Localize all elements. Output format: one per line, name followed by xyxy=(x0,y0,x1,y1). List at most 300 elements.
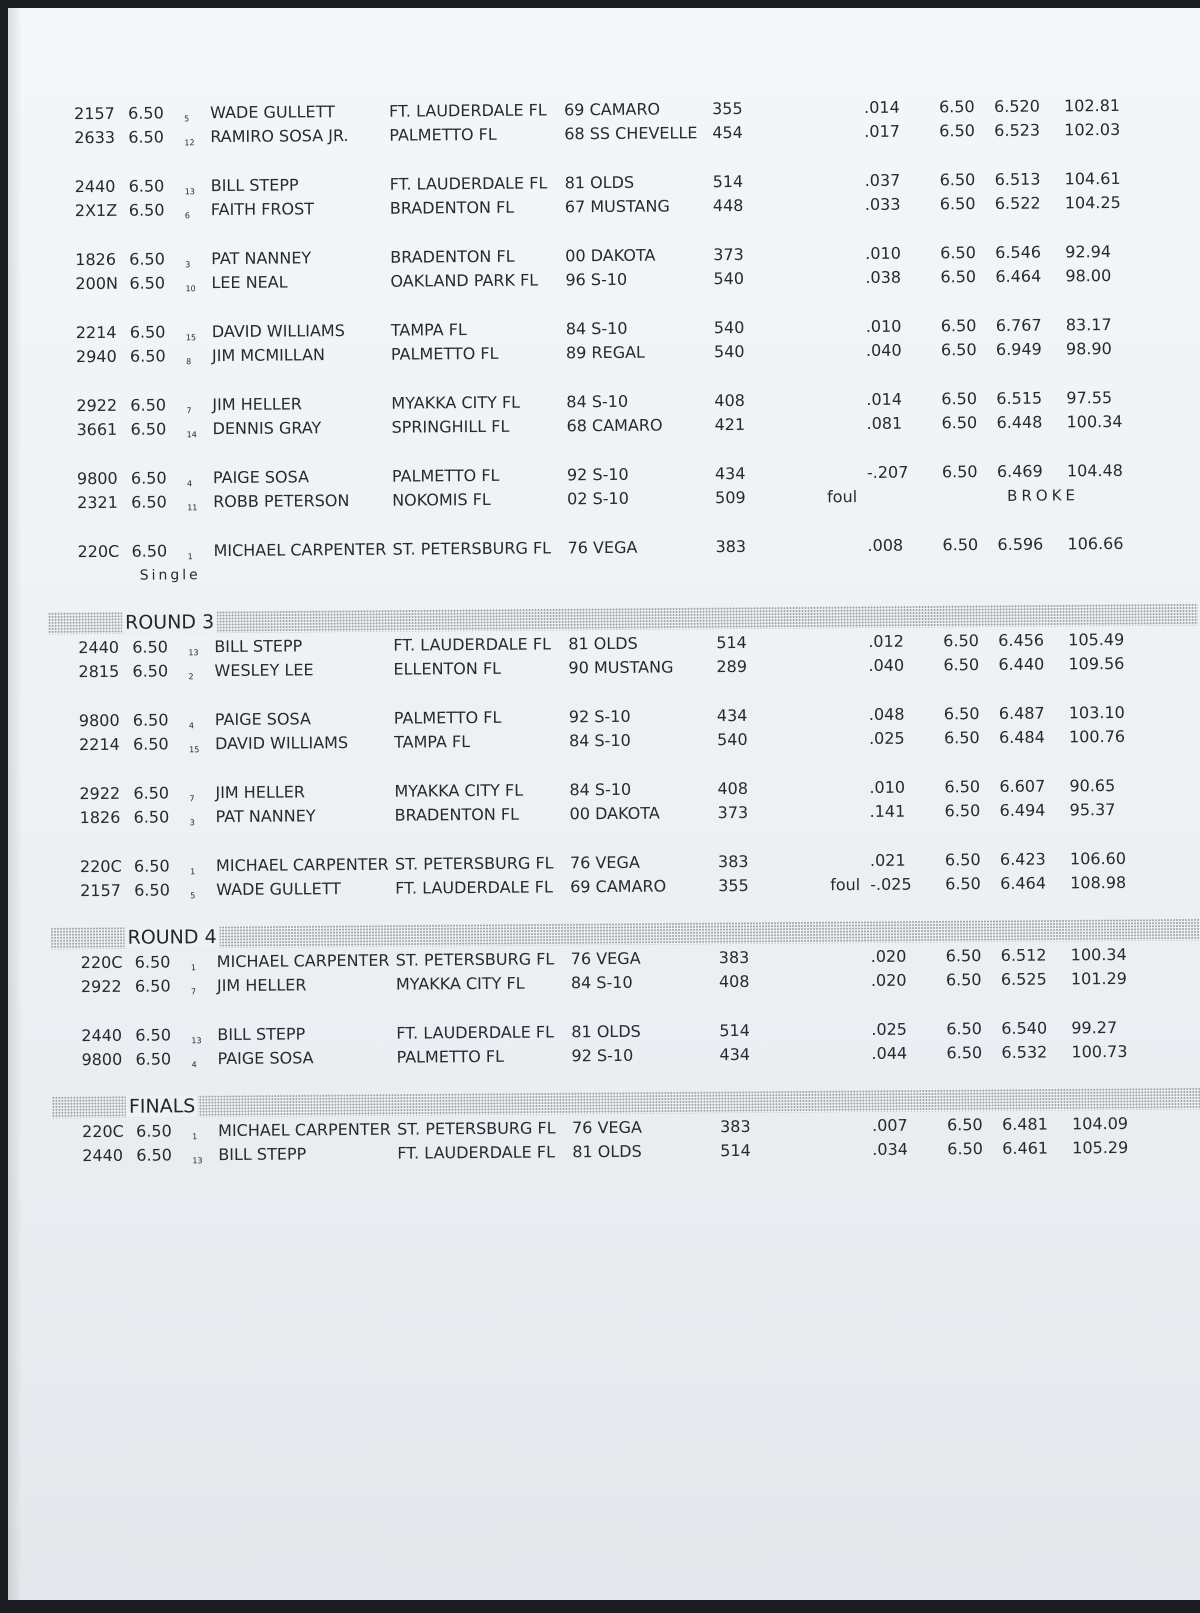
speed-mph: 108.98 xyxy=(1070,872,1127,893)
driver-name: MICHAEL CARPENTER xyxy=(213,539,387,561)
index-value: 6.50 xyxy=(133,807,170,827)
driver-name: MICHAEL CARPENTER xyxy=(216,950,390,972)
engine-size: 421 xyxy=(714,414,746,435)
hometown: ST. PETERSBURG FL xyxy=(397,1118,556,1139)
reaction-time: .033 xyxy=(864,194,901,214)
dial-in: 6.50 xyxy=(939,194,976,214)
engine-size: 355 xyxy=(712,98,743,119)
dial-in: 6.50 xyxy=(945,946,982,966)
speed-mph: 97.55 xyxy=(1066,388,1113,408)
dial-in: 6.50 xyxy=(941,389,978,409)
driver-name: WESLEY LEE xyxy=(214,660,314,681)
speed-mph: 92.94 xyxy=(1065,242,1112,262)
driver-name: MICHAEL CARPENTER xyxy=(218,1119,391,1141)
hometown: FT. LAUDERDALE FL xyxy=(395,877,553,898)
qualifying-position: 3 xyxy=(189,818,195,828)
qualifying-position: 5 xyxy=(184,114,190,124)
qualifying-position: 2 xyxy=(188,672,194,682)
hometown: FT. LAUDERDALE FL xyxy=(389,173,548,194)
engine-size: 540 xyxy=(716,729,748,750)
elapsed-time: 6.481 xyxy=(1001,1114,1048,1134)
vehicle: 81 OLDS xyxy=(564,172,635,193)
reaction-time: .020 xyxy=(870,946,907,966)
qualifying-position: 12 xyxy=(184,138,195,148)
reaction-time: .008 xyxy=(867,535,904,555)
vehicle: 81 OLDS xyxy=(572,1141,642,1162)
qualifying-position: 14 xyxy=(186,430,197,440)
speed-mph: 106.60 xyxy=(1069,848,1127,869)
index-value: 6.50 xyxy=(132,661,169,681)
car-number: 2922 xyxy=(80,976,122,997)
engine-size: 514 xyxy=(719,1020,750,1041)
qualifying-position: 13 xyxy=(191,1036,202,1046)
driver-name: DAVID WILLIAMS xyxy=(211,321,345,342)
engine-size: 408 xyxy=(714,390,745,411)
engine-size: 383 xyxy=(717,851,749,872)
speed-mph: 98.90 xyxy=(1065,339,1112,359)
engine-size: 408 xyxy=(718,971,750,992)
dial-in: 6.50 xyxy=(940,267,977,287)
index-value: 6.50 xyxy=(132,710,169,730)
foul-note: foul xyxy=(827,487,858,507)
car-number: 9800 xyxy=(76,468,118,489)
driver-name: FAITH FROST xyxy=(210,199,315,220)
speed-mph: 101.29 xyxy=(1070,968,1127,989)
index-value: 6.50 xyxy=(132,637,168,657)
driver-name: PAT NANNEY xyxy=(215,806,316,827)
driver-name: MICHAEL CARPENTER xyxy=(215,854,389,876)
elapsed-time: 6.546 xyxy=(995,242,1042,262)
speed-mph: 100.76 xyxy=(1068,726,1126,747)
vehicle: 76 VEGA xyxy=(572,1117,642,1138)
index-value: 6.50 xyxy=(135,1049,172,1069)
speed-mph: 99.27 xyxy=(1071,1018,1118,1038)
car-number: 2922 xyxy=(76,395,118,416)
dial-in: 6.50 xyxy=(943,704,980,724)
speed-mph: 105.29 xyxy=(1072,1137,1129,1158)
car-number: 220C xyxy=(77,541,120,562)
driver-name: BILL STEPP xyxy=(214,636,303,657)
car-number: 2815 xyxy=(78,661,120,682)
car-number: 2214 xyxy=(78,734,120,755)
hometown: TAMPA FL xyxy=(390,320,467,340)
reaction-time: .017 xyxy=(864,121,900,141)
hometown: PALMETTO FL xyxy=(396,1046,505,1067)
driver-name: PAIGE SOSA xyxy=(212,467,310,488)
qualifying-position: 5 xyxy=(190,891,196,901)
speed-mph: 109.56 xyxy=(1068,653,1125,674)
hometown: FT. LAUDERDALE FL xyxy=(397,1142,556,1163)
vehicle: 84 S-10 xyxy=(568,730,631,751)
reaction-time: .038 xyxy=(865,267,902,287)
hometown: ELLENTON FL xyxy=(393,658,502,679)
qualifying-position: 3 xyxy=(185,260,191,270)
car-number: 220C xyxy=(80,952,123,973)
vehicle: 92 S-10 xyxy=(571,1045,634,1066)
hometown: PALMETTO FL xyxy=(389,124,497,145)
qualifying-position: 8 xyxy=(186,357,192,367)
qualifying-position: 4 xyxy=(188,721,195,731)
dial-in: 6.50 xyxy=(938,97,975,117)
engine-size: 509 xyxy=(715,487,746,508)
reaction-time: .010 xyxy=(865,243,901,263)
vehicle: 84 S-10 xyxy=(569,779,632,800)
engine-size: 289 xyxy=(716,656,748,677)
elapsed-time: 6.596 xyxy=(997,534,1044,554)
elapsed-time: 6.484 xyxy=(998,727,1045,747)
reaction-time: .014 xyxy=(864,97,900,117)
car-number: 2X1Z xyxy=(74,200,118,221)
dial-in: 6.50 xyxy=(944,777,981,797)
reaction-time: .025 xyxy=(868,728,905,748)
dial-in: 6.50 xyxy=(941,413,978,433)
driver-name: DAVID WILLIAMS xyxy=(214,733,349,754)
vehicle: 84 S-10 xyxy=(565,318,628,339)
engine-size: 514 xyxy=(716,632,747,653)
round-title: ROUND 4 xyxy=(124,926,219,949)
index-value: 6.50 xyxy=(133,783,170,803)
engine-size: 383 xyxy=(720,1116,751,1137)
qualifying-position: 15 xyxy=(189,745,200,755)
car-number: 3661 xyxy=(76,419,118,440)
speed-mph: 95.37 xyxy=(1069,800,1116,820)
dial-in: 6.50 xyxy=(946,1019,983,1039)
index-value: 6.50 xyxy=(130,395,167,415)
dial-in: 6.50 xyxy=(947,1139,983,1159)
dial-in: 6.50 xyxy=(944,850,981,870)
hometown: TAMPA FL xyxy=(393,732,471,752)
speed-mph: 104.61 xyxy=(1064,168,1121,189)
elapsed-time: 6.532 xyxy=(1001,1042,1048,1062)
driver-name: RAMIRO SOSA JR. xyxy=(210,126,349,147)
car-number: 9800 xyxy=(81,1049,123,1070)
index-value: 6.50 xyxy=(128,103,164,123)
speed-mph: 104.09 xyxy=(1071,1113,1129,1134)
hometown: PALMETTO FL xyxy=(390,343,499,364)
qualifying-position: 1 xyxy=(187,552,193,562)
driver-name: JIM MCMILLAN xyxy=(211,345,326,366)
dial-in: 6.50 xyxy=(941,462,978,482)
hometown: PALMETTO FL xyxy=(393,707,502,728)
driver-name: ROBB PETERSON xyxy=(213,491,350,512)
driver-name: PAT NANNEY xyxy=(211,248,312,269)
engine-size: 434 xyxy=(719,1044,751,1065)
vehicle: 92 S-10 xyxy=(568,706,631,727)
result-row xyxy=(7,533,1200,566)
index-value: 6.50 xyxy=(136,1145,172,1165)
car-number: 2440 xyxy=(74,176,116,197)
car-number: 9800 xyxy=(78,710,120,731)
index-value: 6.50 xyxy=(128,127,164,147)
dial-in: 6.50 xyxy=(945,874,981,894)
results-sheet xyxy=(8,8,1200,1600)
car-number: 1826 xyxy=(75,249,117,270)
index-value: 6.50 xyxy=(128,176,165,196)
qualifying-position: 4 xyxy=(191,1060,197,1070)
dial-in: 6.50 xyxy=(939,121,975,141)
vehicle: 68 SS CHEVELLE xyxy=(564,123,698,144)
index-value: 6.50 xyxy=(129,273,166,293)
dial-in: 6.50 xyxy=(943,728,980,748)
vehicle: 90 MUSTANG xyxy=(568,657,674,678)
qualifying-position: 13 xyxy=(192,1156,203,1166)
car-number: 220C xyxy=(79,856,122,877)
car-number: 200N xyxy=(75,273,119,294)
reaction-time: .014 xyxy=(866,389,903,409)
vehicle: 68 CAMARO xyxy=(566,415,663,436)
hometown: OAKLAND PARK FL xyxy=(390,270,539,291)
engine-size: 514 xyxy=(712,171,744,192)
engine-size: 355 xyxy=(718,875,749,896)
dial-in: 6.50 xyxy=(945,970,982,990)
reaction-time: -.207 xyxy=(866,462,909,482)
elapsed-time: 6.464 xyxy=(995,266,1042,286)
reaction-time: .040 xyxy=(865,340,902,360)
elapsed-time: 6.440 xyxy=(998,654,1045,674)
elapsed-time: 6.423 xyxy=(999,849,1046,869)
index-value: 6.50 xyxy=(129,249,165,269)
car-number: 1826 xyxy=(79,807,121,828)
elapsed-time: 6.522 xyxy=(994,193,1041,213)
elapsed-time: 6.487 xyxy=(998,703,1045,723)
hometown: MYAKKA CITY FL xyxy=(391,392,521,413)
engine-size: 540 xyxy=(713,317,745,338)
car-number: 2157 xyxy=(80,880,121,901)
hometown: ST. PETERSBURG FL xyxy=(394,853,554,874)
index-value: 6.50 xyxy=(134,880,170,900)
reaction-time: .037 xyxy=(864,170,901,190)
car-number: 2440 xyxy=(81,1025,123,1046)
elapsed-time: 6.540 xyxy=(1001,1018,1048,1038)
reaction-time: .044 xyxy=(871,1043,908,1063)
engine-size: 408 xyxy=(717,778,749,799)
speed-mph: 100.34 xyxy=(1070,944,1127,965)
dial-in: 6.50 xyxy=(939,170,976,190)
qualifying-position: 7 xyxy=(189,794,195,804)
qualifying-position: 7 xyxy=(186,406,192,416)
engine-size: 373 xyxy=(717,802,749,823)
reaction-time: .010 xyxy=(869,777,906,797)
elapsed-time: 6.949 xyxy=(995,339,1042,359)
driver-name: JIM HELLER xyxy=(215,782,306,803)
dial-in: 6.50 xyxy=(946,1043,983,1063)
hometown: ST. PETERSBURG FL xyxy=(395,949,555,970)
elapsed-time: 6.494 xyxy=(999,800,1046,820)
index-value: 6.50 xyxy=(130,468,167,488)
vehicle: 81 OLDS xyxy=(571,1021,641,1042)
car-number: 2922 xyxy=(79,783,121,804)
index-value: 6.50 xyxy=(129,346,166,366)
speed-mph: 83.17 xyxy=(1065,315,1112,335)
elapsed-time: 6.513 xyxy=(994,169,1041,189)
hometown: FT. LAUDERDALE FL xyxy=(389,100,547,121)
reaction-time: .007 xyxy=(871,1115,908,1135)
vehicle: 84 S-10 xyxy=(566,391,629,412)
car-number: 2940 xyxy=(75,346,117,367)
elapsed-time: 6.469 xyxy=(996,461,1043,481)
engine-size: 540 xyxy=(713,341,745,362)
hometown: NOKOMIS FL xyxy=(392,489,491,510)
index-value: 6.50 xyxy=(131,492,167,512)
reaction-time: -.025 xyxy=(870,874,912,894)
qualifying-position: 6 xyxy=(184,211,191,221)
hometown: BRADENTON FL xyxy=(394,804,520,825)
driver-name: BILL STEPP xyxy=(210,175,299,196)
speed-mph: 103.10 xyxy=(1068,702,1125,723)
speed-mph: 100.73 xyxy=(1071,1041,1128,1062)
dial-in: 6.50 xyxy=(940,243,976,263)
driver-name: BILL STEPP xyxy=(218,1144,307,1165)
hometown: FT. LAUDERDALE FL xyxy=(393,634,552,655)
elapsed-time: 6.464 xyxy=(1000,873,1047,893)
elapsed-time: 6.523 xyxy=(994,120,1041,140)
hometown: BRADENTON FL xyxy=(389,197,515,218)
engine-size: 514 xyxy=(720,1140,751,1161)
qualifying-position: 11 xyxy=(187,503,198,513)
dial-in: 6.50 xyxy=(943,655,980,675)
dial-in: 6.50 xyxy=(946,1115,983,1135)
qualifying-position: 13 xyxy=(188,648,199,658)
round-title: ROUND 3 xyxy=(122,611,217,634)
car-number: 2440 xyxy=(78,637,120,658)
qualifying-position: 1 xyxy=(192,1132,198,1142)
index-value: 6.50 xyxy=(134,952,171,972)
engine-size: 383 xyxy=(715,536,747,557)
driver-name: PAIGE SOSA xyxy=(217,1048,314,1069)
engine-size: 454 xyxy=(712,122,743,143)
vehicle: 00 DAKOTA xyxy=(565,245,656,266)
elapsed-time: 6.515 xyxy=(996,388,1043,408)
index-value: 6.50 xyxy=(133,856,170,876)
elapsed-time: 6.456 xyxy=(998,630,1045,650)
elapsed-time: 6.448 xyxy=(996,412,1043,432)
foul-note: foul xyxy=(830,875,861,895)
vehicle: 76 VEGA xyxy=(569,852,640,873)
elapsed-time: 6.525 xyxy=(1000,969,1047,989)
vehicle: 81 OLDS xyxy=(568,633,638,654)
index-value: 6.50 xyxy=(129,322,166,342)
dial-in: 6.50 xyxy=(944,801,981,821)
index-value: 6.50 xyxy=(136,1121,172,1141)
qualifying-position: 1 xyxy=(190,963,196,973)
vehicle: 02 S-10 xyxy=(567,488,629,509)
engine-size: 540 xyxy=(713,268,745,289)
qualifying-position: 10 xyxy=(185,284,196,294)
reaction-time: .081 xyxy=(866,413,903,433)
vehicle: 69 CAMARO xyxy=(570,876,667,897)
results-table xyxy=(3,3,1200,1612)
driver-name: JIM HELLER xyxy=(216,975,307,996)
car-number: 2157 xyxy=(74,103,115,124)
speed-mph: 100.34 xyxy=(1066,411,1123,432)
engine-size: 434 xyxy=(716,705,748,726)
reaction-time: .141 xyxy=(869,801,906,821)
reaction-time: .025 xyxy=(871,1019,908,1039)
engine-size: 373 xyxy=(713,244,744,265)
elapsed-time: 6.512 xyxy=(1000,945,1047,965)
status-broke: BROKE xyxy=(1007,486,1080,505)
elapsed-time: 6.520 xyxy=(993,96,1040,116)
vehicle: 76 VEGA xyxy=(570,948,641,969)
dial-in: 6.50 xyxy=(942,535,979,555)
dial-in: 6.50 xyxy=(943,631,979,651)
engine-size: 383 xyxy=(718,947,750,968)
index-value: 6.50 xyxy=(128,200,165,220)
elapsed-time: 6.767 xyxy=(995,315,1042,335)
hometown: PALMETTO FL xyxy=(391,465,500,486)
engine-size: 448 xyxy=(712,195,744,216)
car-number: 220C xyxy=(82,1121,124,1142)
speed-mph: 104.48 xyxy=(1066,460,1123,481)
reaction-time: .034 xyxy=(872,1139,908,1159)
driver-name: WADE GULLETT xyxy=(216,879,341,900)
reaction-time: .010 xyxy=(865,316,902,336)
qualifying-position: 4 xyxy=(186,479,193,489)
driver-name: PAIGE SOSA xyxy=(214,709,311,730)
engine-size: 434 xyxy=(714,463,746,484)
car-number: 2440 xyxy=(82,1145,124,1166)
car-number: 2214 xyxy=(75,322,117,343)
speed-mph: 105.49 xyxy=(1068,629,1125,650)
driver-name: BILL STEPP xyxy=(217,1024,306,1045)
reaction-time: .040 xyxy=(868,655,905,675)
driver-name: DENNIS GRAY xyxy=(212,418,322,439)
speed-mph: 90.65 xyxy=(1069,776,1116,796)
vehicle: 76 VEGA xyxy=(567,537,638,558)
vehicle: 00 DAKOTA xyxy=(569,803,660,824)
qualifying-position: 7 xyxy=(190,987,197,997)
speed-mph: 102.81 xyxy=(1063,95,1121,116)
index-value: 6.50 xyxy=(132,734,169,754)
index-value: 6.50 xyxy=(130,419,167,439)
hometown: ST. PETERSBURG FL xyxy=(392,538,552,559)
speed-mph: 98.00 xyxy=(1065,266,1112,286)
vehicle: 69 CAMARO xyxy=(564,99,661,120)
hometown: MYAKKA CITY FL xyxy=(394,780,524,801)
vehicle: 67 MUSTANG xyxy=(564,196,670,217)
driver-name: JIM HELLER xyxy=(212,394,302,415)
index-value: 6.50 xyxy=(135,1025,172,1045)
vehicle: 89 REGAL xyxy=(565,342,646,363)
speed-mph: 102.03 xyxy=(1064,119,1121,140)
qualifying-position: 13 xyxy=(184,187,195,197)
qualifying-position: 15 xyxy=(185,333,197,343)
elapsed-time: 6.461 xyxy=(1002,1138,1049,1158)
vehicle: 96 S-10 xyxy=(565,269,628,290)
vehicle: 92 S-10 xyxy=(566,464,629,485)
round-title: FINALS xyxy=(126,1095,199,1118)
hometown: BRADENTON FL xyxy=(390,246,515,267)
reaction-time: .012 xyxy=(868,631,904,651)
index-value: 6.50 xyxy=(134,976,171,996)
driver-name: WADE GULLETT xyxy=(210,102,335,123)
reaction-time: .048 xyxy=(868,704,905,724)
single-run-label: Single xyxy=(139,567,201,584)
hometown: SPRINGHILL FL xyxy=(391,416,510,437)
index-value: 6.50 xyxy=(131,541,168,561)
car-number: 2321 xyxy=(77,492,118,513)
dial-in: 6.50 xyxy=(940,316,977,336)
driver-name: LEE NEAL xyxy=(211,272,288,293)
hometown: FT. LAUDERDALE FL xyxy=(396,1022,555,1043)
hometown: MYAKKA CITY FL xyxy=(395,973,525,994)
elapsed-time: 6.607 xyxy=(999,776,1046,796)
qualifying-position: 1 xyxy=(190,867,196,877)
speed-mph: 104.25 xyxy=(1064,192,1121,213)
dial-in: 6.50 xyxy=(940,340,977,360)
reaction-time: .020 xyxy=(870,970,907,990)
reaction-time: .021 xyxy=(869,850,906,870)
